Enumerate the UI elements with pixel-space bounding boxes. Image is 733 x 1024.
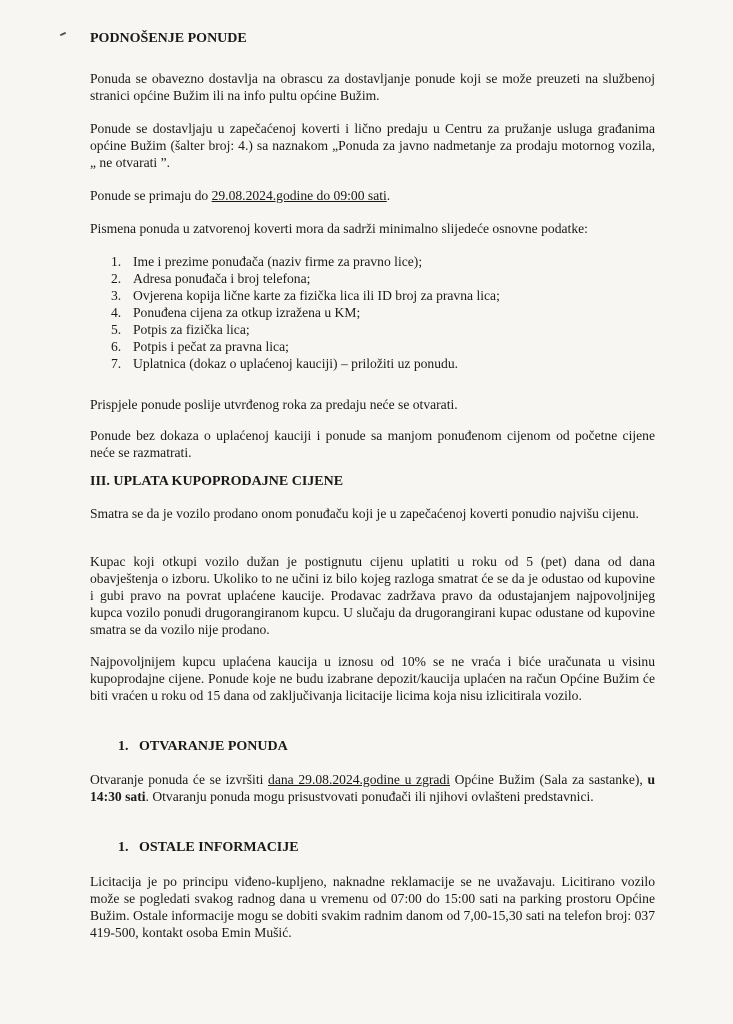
list-item bbox=[105, 253, 655, 270]
list-item-text: Ime i prezime ponuđača (naziv firme za pravno lice); bbox=[133, 254, 423, 269]
list-item bbox=[105, 338, 655, 355]
list-item-text: Ponuđena cijena za otkup izražena u KM; bbox=[133, 305, 361, 320]
opening-date: dana 29.08.2024.godine u zgradi bbox=[268, 772, 451, 787]
section-title-uplata: III. UPLATA KUPOPRODAJNE CIJENE bbox=[90, 474, 344, 489]
scan-mark bbox=[60, 32, 66, 36]
list-item-text: Potpis i pečat za pravna lica; bbox=[133, 339, 289, 354]
list-item-number: 2. bbox=[111, 271, 122, 286]
list-item-number: 1. bbox=[111, 254, 122, 269]
paragraph-podaci: Pismena ponuda u zatvorenoj koverti mora da sadrži minimalno slijedeće osnovne podatke: bbox=[90, 221, 588, 236]
opening-time: u 14:30 sati bbox=[90, 772, 655, 804]
section-title-otvaranje: 1. OTVARANJE PONUDA bbox=[118, 739, 288, 754]
list-item bbox=[105, 270, 655, 287]
list-item-text: Adresa ponuđača i broj telefona; bbox=[133, 271, 311, 286]
list-item-text: Ovjerena kopija lične karte za fizička lica ili ID broj za pravna lica; bbox=[133, 288, 500, 303]
list-item-number: 4. bbox=[111, 305, 122, 320]
list-item bbox=[105, 304, 655, 321]
section-title-ostale: 1. OSTALE INFORMACIJE bbox=[118, 840, 299, 855]
requirements-list bbox=[105, 253, 655, 372]
paragraph-kupac: Kupac koji otkupi vozilo dužan je postignutu cijenu uplatiti u roku od 5 (pet) dana od dana obavještenja o izboru. Ukoliko to ne učini iz bilo kojeg razloga smatrat će se da je odustao od kupovine i gubi pravo na povrat uplaćene kaucije. Prodavac zadržava pravo da odustajanjem najpovoljnijeg kupca vozilo ponudi drugorangiranom kupcu. U slučaju da drugorangirani kupac odustane od kupovine smatra se da vozilo nije prodano. bbox=[90, 554, 655, 637]
paragraph-prispjele: Prispjele ponude poslije utvrđenog roka za predaju neće se otvarati. bbox=[90, 397, 458, 412]
list-item-number: 7. bbox=[111, 356, 122, 371]
list-item-number: 5. bbox=[111, 322, 122, 337]
paragraph-dostava: Ponude se dostavljaju u zapečaćenoj koverti i lično predaju u Centru za pružanje usluga građanima općine Bužim (šalter broj: 4.) sa naznakom „Ponuda za javno nadmetanje za prodaju motornog vozila, „ ne otvarati ”. bbox=[90, 121, 655, 170]
paragraph-obrazac: Ponuda se obavezno dostavlja na obrascu za dostavljanje ponude koji se može preuzeti na službenoj stranici općine Bužim ili na info pultu općine Bužim. bbox=[90, 71, 655, 103]
paragraph-bez-dokaza: Ponude bez dokaza o uplaćenoj kauciji i ponude sa manjom ponuđenom cijenom od početne cijene neće se razmatrati. bbox=[90, 428, 655, 460]
paragraph-rok: Ponude se primaju do 29.08.2024.godine do 09:00 sati. bbox=[90, 188, 391, 203]
paragraph-prodano: Smatra se da je vozilo prodano onom ponuđaču koji je u zapečaćenoj koverti ponudio najvišu cijenu. bbox=[90, 506, 639, 521]
list-item-text: Potpis za fizička lica; bbox=[133, 322, 250, 337]
deadline-date: 29.08.2024.godine do 09:00 sati bbox=[211, 188, 387, 203]
paragraph-kaucija: Najpovoljnijem kupcu uplaćena kaucija u iznosu od 10% se ne vraća i biće uračunata u visinu kupoprodajne cijene. Ponude koje ne budu izabrane depozit/kaucija uplaćen na račun Općine Bužim će biti vraćen u roku od 15 dana od zaključivanja licitacije licima koja nisu izlicitirala vozilo. bbox=[90, 654, 655, 703]
list-item bbox=[105, 287, 655, 304]
list-item bbox=[105, 321, 655, 338]
paragraph-otvaranje: Otvaranje ponuda će se izvršiti dana 29.08.2024.godine u zgradi Općine Bužim (Sala za sastanke), u 14:30 sati. Otvaranju ponuda mogu prisustvovati ponuđači ili njihovi ovlašteni predstavnici. bbox=[90, 772, 655, 804]
paragraph-ostale: Licitacija je po principu viđeno-kupljeno, naknadne reklamacije se ne uvažavaju. Licitirano vozilo može se pogledati svakog radnog dana u vremenu od 07:00 do 15:00 sati na parking prostoru Općine Bužim. Ostale informacije mogu se dobiti svakim radnim danom od 7,00-15,30 sati na telefon broj: 037 419-500, kontakt osoba Emin Mušić. bbox=[90, 874, 655, 940]
list-item bbox=[105, 355, 655, 372]
list-item-number: 6. bbox=[111, 339, 122, 354]
list-item-text: Uplatnica (dokaz o uplaćenoj kauciji) – priložiti uz ponudu. bbox=[133, 356, 459, 371]
section-title-podnosenje: PODNOŠENJE PONUDE bbox=[90, 31, 247, 46]
list-item-number: 3. bbox=[111, 288, 122, 303]
